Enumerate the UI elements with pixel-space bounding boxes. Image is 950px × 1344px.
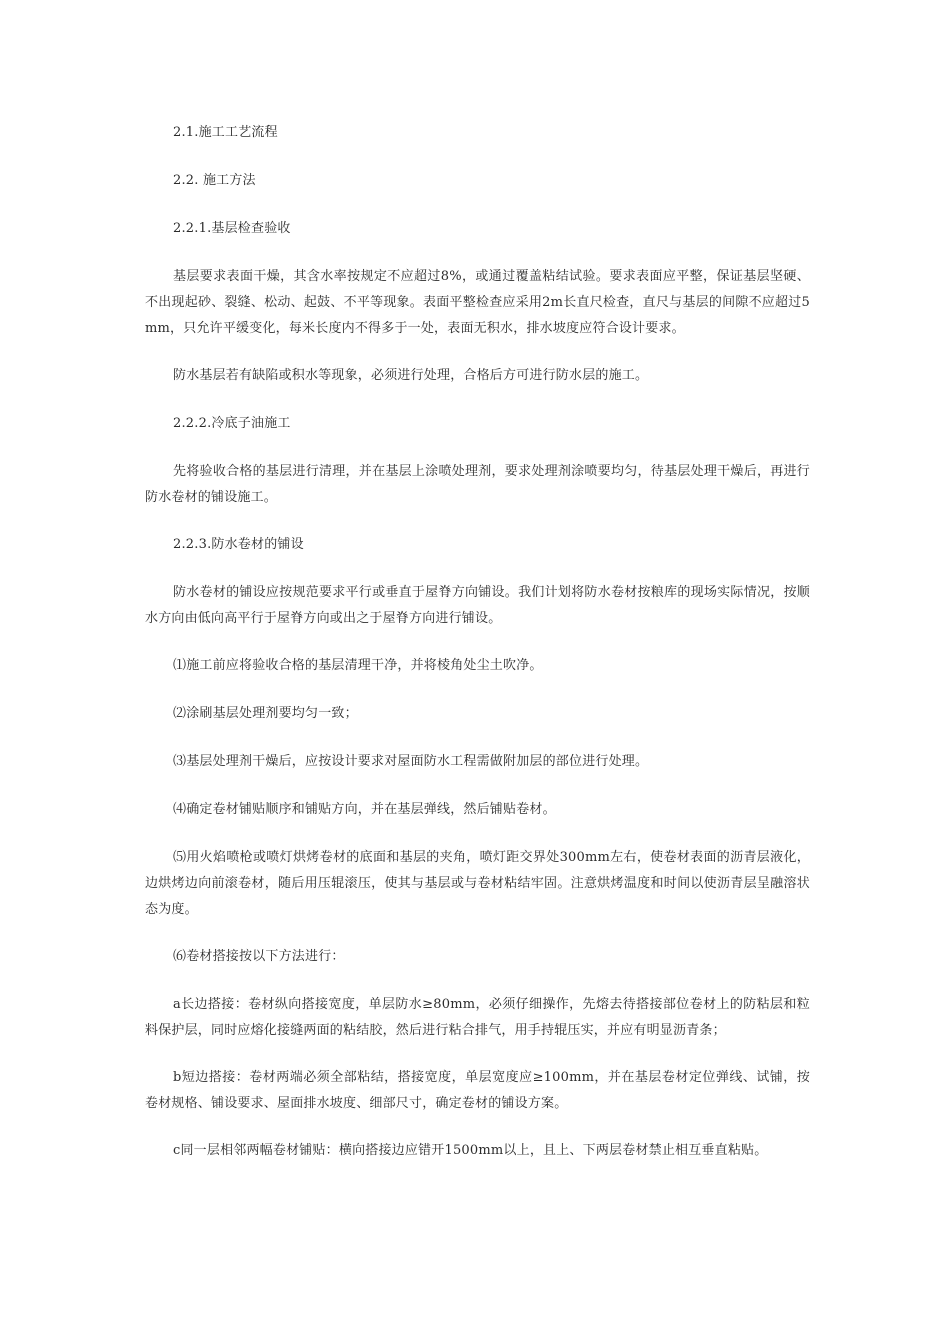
section-heading: 2.2.1.基层检查验收: [173, 221, 291, 236]
list-item: ⑸用火焰喷枪或喷灯烘烤卷材的底面和基层的夹角，喷灯距交界处300mm左右，使卷材表面的沥青层液化，边烘烤边向前滚卷材，随后用压辊滚压，使其与基层或与卷材粘结牢固。注意烘烤温度和时间以使沥青层呈融溶状态为度。: [145, 850, 810, 917]
sub-list-item: c同一层相邻两幅卷材铺贴：横向搭接边应错开1500mm以上，且上、下两层卷材禁止相互垂直粘贴。: [173, 1143, 768, 1158]
body-paragraph: 防水基层若有缺陷或积水等现象，必须进行处理，合格后方可进行防水层的施工。: [173, 368, 649, 383]
section-heading: 2.1.施工工艺流程: [173, 125, 278, 140]
list-item: ⑴施工前应将验收合格的基层清理干净，并将棱角处尘土吹净。: [173, 658, 543, 673]
body-paragraph: 防水卷材的铺设应按规范要求平行或垂直于屋脊方向铺设。我们计划将防水卷材按粮库的现场实际情况，按顺水方向由低向高平行于屋脊方向或出之于屋脊方向进行铺设。: [145, 585, 810, 626]
section-heading: 2.2.2.冷底子油施工: [173, 416, 291, 431]
section-heading: 2.2. 施工方法: [173, 173, 256, 188]
sub-list-item: a长边搭接：卷材纵向搭接宽度，单层防水≥80mm，必须仔细操作，先熔去待搭接部位卷材上的防粘层和粒料保护层，同时应熔化接缝两面的粘结胶，然后进行粘合排气，用手持辊压实，并应有明显沥青条；: [145, 997, 810, 1038]
list-item: ⑶基层处理剂干燥后，应按设计要求对屋面防水工程需做附加层的部位进行处理。: [173, 754, 649, 769]
list-item: ⑵涂刷基层处理剂要均匀一致；: [173, 706, 358, 721]
body-paragraph: 先将验收合格的基层进行清理，并在基层上涂喷处理剂，要求处理剂涂喷要均匀，待基层处理干燥后，再进行防水卷材的铺设施工。: [145, 464, 810, 505]
document-body: [145, 120, 810, 1164]
body-paragraph: 基层要求表面干燥，其含水率按规定不应超过8%，或通过覆盖粘结试验。要求表面应平整，保证基层坚硬、不出现起砂、裂缝、松动、起鼓、不平等现象。表面平整检查应采用2m长直尺检查，直尺与基层的间隙不应超过5mm，只允许平缓变化，每米长度内不得多于一处，表面无积水，排水坡度应符合设计要求。: [145, 269, 810, 336]
section-heading: 2.2.3.防水卷材的铺设: [173, 537, 304, 552]
sub-list-item: b短边搭接：卷材两端必须全部粘结，搭接宽度，单层宽度应≥100mm，并在基层卷材定位弹线、试铺，按卷材规格、铺设要求、屋面排水坡度、细部尺寸，确定卷材的铺设方案。: [145, 1070, 810, 1111]
list-item: ⑷确定卷材铺贴顺序和铺贴方向，并在基层弹线，然后铺贴卷材。: [173, 802, 556, 817]
list-item: ⑹卷材搭接按以下方法进行：: [173, 949, 345, 964]
